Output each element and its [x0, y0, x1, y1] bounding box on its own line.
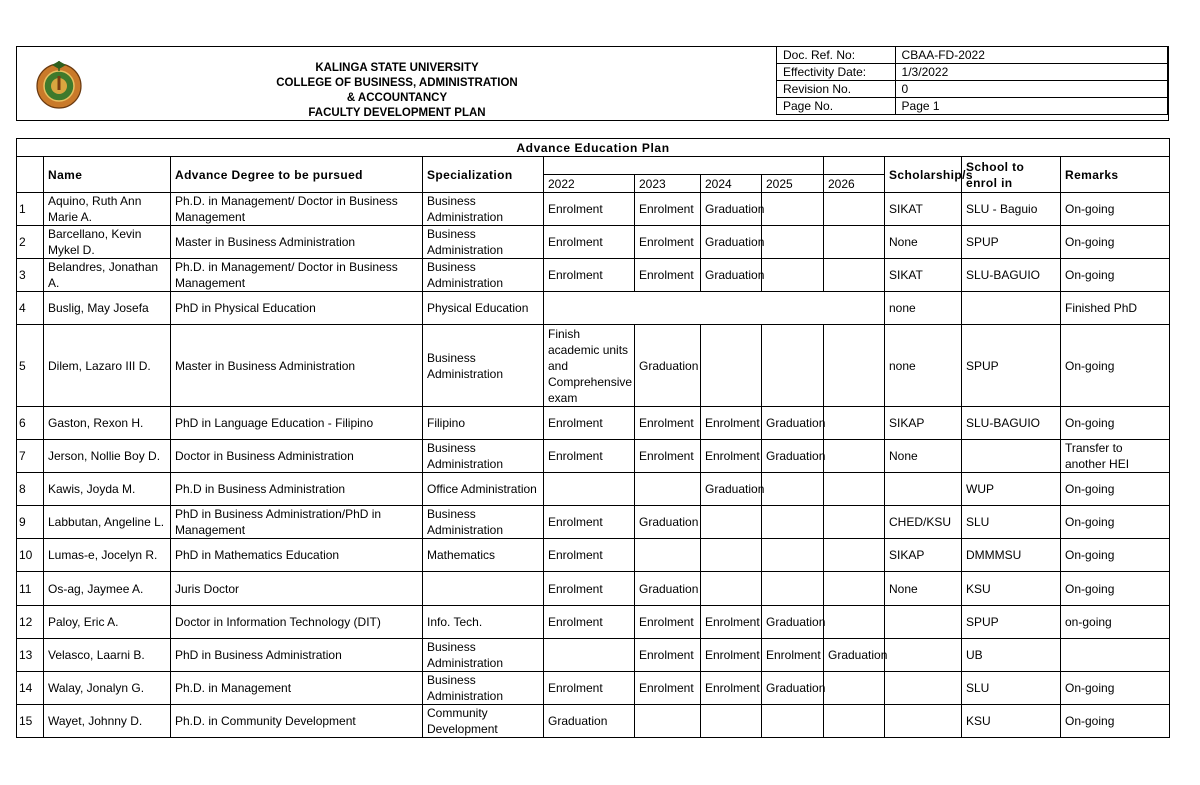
year-status-2023: Enrolment — [635, 440, 701, 473]
scholarship — [885, 705, 962, 738]
row-number: 3 — [17, 259, 44, 292]
year-status-2025 — [762, 226, 824, 259]
doc-info-row — [777, 47, 1168, 64]
specialization: Info. Tech. — [423, 606, 544, 639]
scholarship — [885, 639, 962, 672]
doc-ref-label: Doc. Ref. No: — [777, 47, 896, 64]
table-row — [17, 572, 1170, 606]
row-number: 5 — [17, 325, 44, 407]
remarks: On-going — [1061, 407, 1170, 440]
header-year-group — [544, 157, 824, 175]
header-specialization: Specialization — [423, 157, 544, 193]
scholarship — [885, 606, 962, 639]
row-number: 7 — [17, 440, 44, 473]
degree-pursued: Juris Doctor — [171, 572, 423, 606]
year-status-2025 — [762, 572, 824, 606]
year-status-2024: Enrolment — [701, 606, 762, 639]
table-caption: Advance Education Plan — [17, 139, 1170, 157]
year-status-2023: Enrolment — [635, 606, 701, 639]
scholarship: SIKAT — [885, 259, 962, 292]
row-number: 10 — [17, 539, 44, 572]
remarks: On-going — [1061, 539, 1170, 572]
header-name: Name — [44, 157, 171, 193]
year-status-2026 — [824, 325, 885, 407]
year-status-2026 — [824, 672, 885, 705]
year-status-2023: Graduation — [635, 506, 701, 539]
degree-pursued: Doctor in Business Administration — [171, 440, 423, 473]
remarks: On-going — [1061, 672, 1170, 705]
year-status-2023: Enrolment — [635, 259, 701, 292]
year-status-2026 — [824, 606, 885, 639]
member-name: Velasco, Laarni B. — [44, 639, 171, 672]
page-value: Page 1 — [895, 98, 1167, 115]
doc-ref-value: CBAA-FD-2022 — [895, 47, 1167, 64]
year-status-2022: Graduation — [544, 705, 635, 738]
school: DMMMSU — [962, 539, 1061, 572]
scholarship: SIKAP — [885, 539, 962, 572]
table-row — [17, 539, 1170, 572]
table-row — [17, 705, 1170, 738]
school: SLU — [962, 506, 1061, 539]
page-label: Page No. — [777, 98, 896, 115]
year-status-2023: Graduation — [635, 572, 701, 606]
specialization: Business Administration — [423, 193, 544, 226]
degree-pursued: PhD in Physical Education — [171, 292, 423, 325]
school: KSU — [962, 572, 1061, 606]
row-number: 2 — [17, 226, 44, 259]
year-status-2023: Enrolment — [635, 672, 701, 705]
header-scholarship: Scholarship/s — [885, 157, 962, 193]
doc-info-row — [777, 98, 1168, 115]
doc-info-row — [777, 64, 1168, 81]
row-number: 14 — [17, 672, 44, 705]
revision-label: Revision No. — [777, 81, 896, 98]
degree-pursued: Master in Business Administration — [171, 325, 423, 407]
year-status-2023: Enrolment — [635, 639, 701, 672]
table-row — [17, 606, 1170, 639]
college-name: COLLEGE OF BUSINESS, ADMINISTRATION — [276, 77, 518, 89]
row-number: 4 — [17, 292, 44, 325]
table-row — [17, 292, 1170, 325]
year-status-2022: Enrolment — [544, 407, 635, 440]
row-number: 9 — [17, 506, 44, 539]
year-status-2023: Enrolment — [635, 193, 701, 226]
year-status-2026 — [824, 407, 885, 440]
year-status-2024: Graduation — [701, 193, 762, 226]
school — [962, 292, 1061, 325]
remarks: Transfer to another HEI — [1061, 440, 1170, 473]
remarks: On-going — [1061, 473, 1170, 506]
remarks: On-going — [1061, 506, 1170, 539]
year-status-2024: Enrolment — [701, 672, 762, 705]
year-status-2026 — [824, 539, 885, 572]
year-status-2024 — [701, 506, 762, 539]
remarks: On-going — [1061, 325, 1170, 407]
table-row — [17, 473, 1170, 506]
member-name: Aquino, Ruth Ann Marie A. — [44, 193, 171, 226]
scholarship: None — [885, 226, 962, 259]
year-status-2024 — [701, 325, 762, 407]
scholarship: SIKAP — [885, 407, 962, 440]
member-name: Kawis, Joyda M. — [44, 473, 171, 506]
degree-pursued: Ph.D. in Management — [171, 672, 423, 705]
document-header — [16, 46, 1169, 121]
year-status-2024: Graduation — [701, 226, 762, 259]
university-seal-icon — [34, 59, 84, 109]
degree-pursued: PhD in Business Administration — [171, 639, 423, 672]
year-status-2026 — [824, 572, 885, 606]
year-status-2023 — [635, 473, 701, 506]
year-status-2024 — [701, 539, 762, 572]
year-status-2024 — [701, 705, 762, 738]
year-status-2022: Enrolment — [544, 226, 635, 259]
header-year: 2025 — [762, 175, 824, 193]
degree-pursued: PhD in Language Education - Filipino — [171, 407, 423, 440]
remarks: On-going — [1061, 705, 1170, 738]
remarks — [1061, 639, 1170, 672]
member-name: Buslig, May Josefa — [44, 292, 171, 325]
remarks: On-going — [1061, 226, 1170, 259]
school: SPUP — [962, 325, 1061, 407]
member-name: Jerson, Nollie Boy D. — [44, 440, 171, 473]
year-status-2026 — [824, 440, 885, 473]
table-row — [17, 259, 1170, 292]
year-status-2022 — [544, 639, 635, 672]
member-name: Os-ag, Jaymee A. — [44, 572, 171, 606]
year-status-2025 — [762, 193, 824, 226]
year-status-2025 — [762, 259, 824, 292]
row-number: 13 — [17, 639, 44, 672]
scholarship: None — [885, 440, 962, 473]
header-school: School to enrol in — [962, 157, 1061, 193]
revision-value: 0 — [895, 81, 1167, 98]
degree-pursued: Doctor in Information Technology (DIT) — [171, 606, 423, 639]
member-name: Labbutan, Angeline L. — [44, 506, 171, 539]
year-status-2024: Enrolment — [701, 440, 762, 473]
row-number: 12 — [17, 606, 44, 639]
year-status-2022: Enrolment — [544, 506, 635, 539]
school: SLU-BAGUIO — [962, 407, 1061, 440]
school: KSU — [962, 705, 1061, 738]
year-status-2025: Enrolment — [762, 639, 824, 672]
table-row — [17, 440, 1170, 473]
year-status-2026 — [824, 226, 885, 259]
specialization: Business Administration — [423, 325, 544, 407]
member-name: Lumas-e, Jocelyn R. — [44, 539, 171, 572]
degree-pursued: Ph.D in Business Administration — [171, 473, 423, 506]
year-status-2022: Enrolment — [544, 193, 635, 226]
year-status-2023: Enrolment — [635, 407, 701, 440]
scholarship — [885, 473, 962, 506]
year-status-2022: Enrolment — [544, 672, 635, 705]
specialization: Business Administration — [423, 506, 544, 539]
school: SLU - Baguio — [962, 193, 1061, 226]
year-status-2024: Graduation — [701, 259, 762, 292]
table-caption-row — [17, 139, 1170, 157]
year-status-2024 — [701, 572, 762, 606]
year-status-2023 — [635, 539, 701, 572]
year-status-2025: Graduation — [762, 407, 824, 440]
year-status-2022: Enrolment — [544, 606, 635, 639]
year-status-2023 — [635, 705, 701, 738]
scholarship: none — [885, 292, 962, 325]
year-status-2026 — [824, 259, 885, 292]
specialization: Business Administration — [423, 440, 544, 473]
header-year-group-2026 — [824, 157, 885, 175]
header-degree: Advance Degree to be pursued — [171, 157, 423, 193]
school — [962, 440, 1061, 473]
degree-pursued: Ph.D. in Community Development — [171, 705, 423, 738]
table-row — [17, 407, 1170, 440]
school: SLU — [962, 672, 1061, 705]
member-name: Gaston, Rexon H. — [44, 407, 171, 440]
degree-pursued: PhD in Mathematics Education — [171, 539, 423, 572]
year-status-2025 — [762, 539, 824, 572]
year-status-2026 — [824, 705, 885, 738]
table-row — [17, 226, 1170, 259]
table-row — [17, 639, 1170, 672]
scholarship: None — [885, 572, 962, 606]
specialization: Physical Education — [423, 292, 544, 325]
year-cells-merged — [544, 292, 885, 325]
scholarship: none — [885, 325, 962, 407]
scholarship: CHED/KSU — [885, 506, 962, 539]
year-status-2026: Graduation — [824, 639, 885, 672]
year-status-2025 — [762, 473, 824, 506]
year-status-2026 — [824, 473, 885, 506]
document-info-table — [776, 46, 1168, 115]
header-no — [17, 157, 44, 193]
member-name: Dilem, Lazaro III D. — [44, 325, 171, 407]
row-number: 1 — [17, 193, 44, 226]
college-name-cont: & ACCOUNTANCY — [346, 92, 448, 104]
year-status-2022: Finish academic units and Comprehensive exam — [544, 325, 635, 407]
degree-pursued: Ph.D. in Management/ Doctor in Business Management — [171, 259, 423, 292]
member-name: Belandres, Jonathan A. — [44, 259, 171, 292]
year-status-2025: Graduation — [762, 606, 824, 639]
member-name: Walay, Jonalyn G. — [44, 672, 171, 705]
row-number: 15 — [17, 705, 44, 738]
specialization: Business Administration — [423, 639, 544, 672]
doc-info-row — [777, 81, 1168, 98]
specialization: Business Administration — [423, 226, 544, 259]
school: SPUP — [962, 606, 1061, 639]
specialization: Business Administration — [423, 672, 544, 705]
header-row — [17, 157, 1170, 175]
specialization: Community Development — [423, 705, 544, 738]
member-name: Paloy, Eric A. — [44, 606, 171, 639]
degree-pursued: PhD in Business Administration/PhD in Management — [171, 506, 423, 539]
year-status-2024: Enrolment — [701, 639, 762, 672]
year-status-2022 — [544, 473, 635, 506]
remarks: on-going — [1061, 606, 1170, 639]
year-status-2025 — [762, 705, 824, 738]
document-title: FACULTY DEVELOPMENT PLAN — [308, 107, 486, 119]
remarks: On-going — [1061, 193, 1170, 226]
remarks: Finished PhD — [1061, 292, 1170, 325]
year-status-2025: Graduation — [762, 672, 824, 705]
year-status-2023: Graduation — [635, 325, 701, 407]
header-year: 2023 — [635, 175, 701, 193]
table-row — [17, 325, 1170, 407]
degree-pursued: Master in Business Administration — [171, 226, 423, 259]
specialization: Mathematics — [423, 539, 544, 572]
member-name: Barcellano, Kevin Mykel D. — [44, 226, 171, 259]
table-row — [17, 672, 1170, 705]
header-year: 2024 — [701, 175, 762, 193]
year-status-2024: Enrolment — [701, 407, 762, 440]
document-title-block — [247, 61, 547, 121]
year-status-2022: Enrolment — [544, 572, 635, 606]
scholarship: SIKAT — [885, 193, 962, 226]
specialization: Filipino — [423, 407, 544, 440]
specialization — [423, 572, 544, 606]
member-name: Wayet, Johnny D. — [44, 705, 171, 738]
school: SLU-BAGUIO — [962, 259, 1061, 292]
table-row — [17, 506, 1170, 539]
year-status-2025: Graduation — [762, 440, 824, 473]
school: UB — [962, 639, 1061, 672]
degree-pursued: Ph.D. in Management/ Doctor in Business Management — [171, 193, 423, 226]
year-status-2025 — [762, 506, 824, 539]
school: WUP — [962, 473, 1061, 506]
remarks: On-going — [1061, 572, 1170, 606]
header-remarks: Remarks — [1061, 157, 1170, 193]
year-status-2026 — [824, 506, 885, 539]
specialization: Office Administration — [423, 473, 544, 506]
advance-education-plan-table — [16, 138, 1170, 738]
specialization: Business Administration — [423, 259, 544, 292]
year-status-2023: Enrolment — [635, 226, 701, 259]
university-name: KALINGA STATE UNIVERSITY — [315, 62, 479, 74]
year-status-2024: Graduation — [701, 473, 762, 506]
row-number: 8 — [17, 473, 44, 506]
effectivity-label: Effectivity Date: — [777, 64, 896, 81]
effectivity-value: 1/3/2022 — [895, 64, 1167, 81]
row-number: 6 — [17, 407, 44, 440]
year-status-2022: Enrolment — [544, 440, 635, 473]
row-number: 11 — [17, 572, 44, 606]
year-status-2022: Enrolment — [544, 539, 635, 572]
year-status-2026 — [824, 193, 885, 226]
header-year: 2022 — [544, 175, 635, 193]
scholarship — [885, 672, 962, 705]
school: SPUP — [962, 226, 1061, 259]
year-status-2025 — [762, 325, 824, 407]
remarks: On-going — [1061, 259, 1170, 292]
header-year: 2026 — [824, 175, 885, 193]
year-status-2022: Enrolment — [544, 259, 635, 292]
table-row — [17, 193, 1170, 226]
